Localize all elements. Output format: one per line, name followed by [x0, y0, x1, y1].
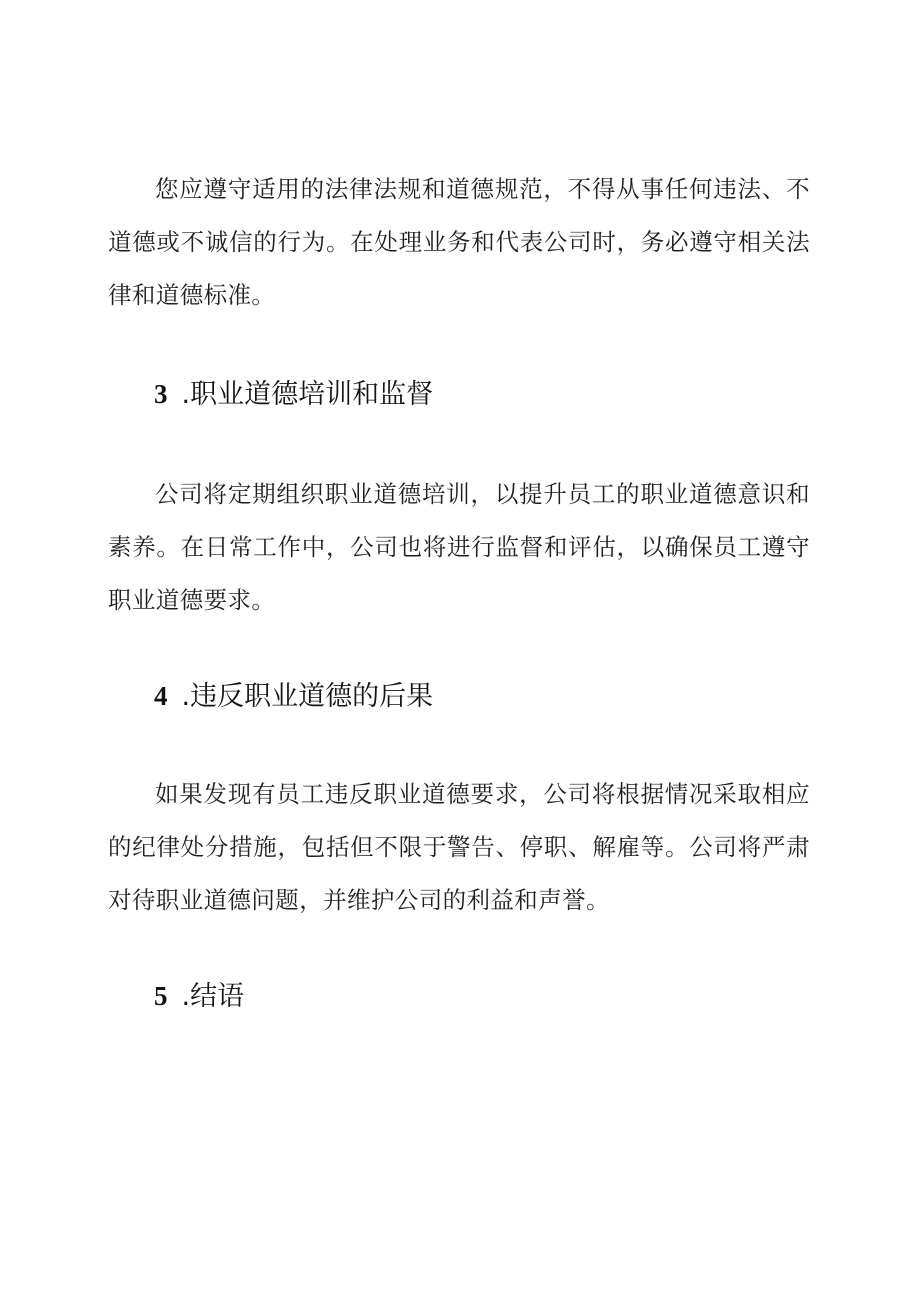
section-number: 5 — [154, 981, 168, 1011]
section-number: 4 — [154, 681, 168, 711]
paragraph-legal-compliance: 您应遵守适用的法律法规和道德规范，不得从事任何违法、不道德或不诚信的行为。在处理业务和代表公司时，务必遵守相关法律和道德标准。 — [108, 175, 810, 309]
section-title: .违反职业道德的后果 — [181, 681, 434, 712]
paragraph-training-supervision: 公司将定期组织职业道德培训，以提升员工的职业道德意识和素养。在日常工作中，公司也将进行监督和评估，以确保员工遵守职业道德要求。 — [108, 480, 810, 614]
section-heading-conclusion — [154, 976, 244, 1017]
section-number: 3 — [154, 379, 168, 409]
section-heading-consequences — [154, 676, 433, 717]
section-heading-training — [154, 374, 433, 415]
section-title: .职业道德培训和监督 — [181, 379, 434, 410]
paragraph-violation-consequences: 如果发现有员工违反职业道德要求，公司将根据情况采取相应的纪律处分措施，包括但不限于警告、停职、解雇等。公司将严肃对待职业道德问题，并维护公司的利益和声誉。 — [108, 780, 810, 914]
section-title: .结语 — [181, 981, 245, 1012]
